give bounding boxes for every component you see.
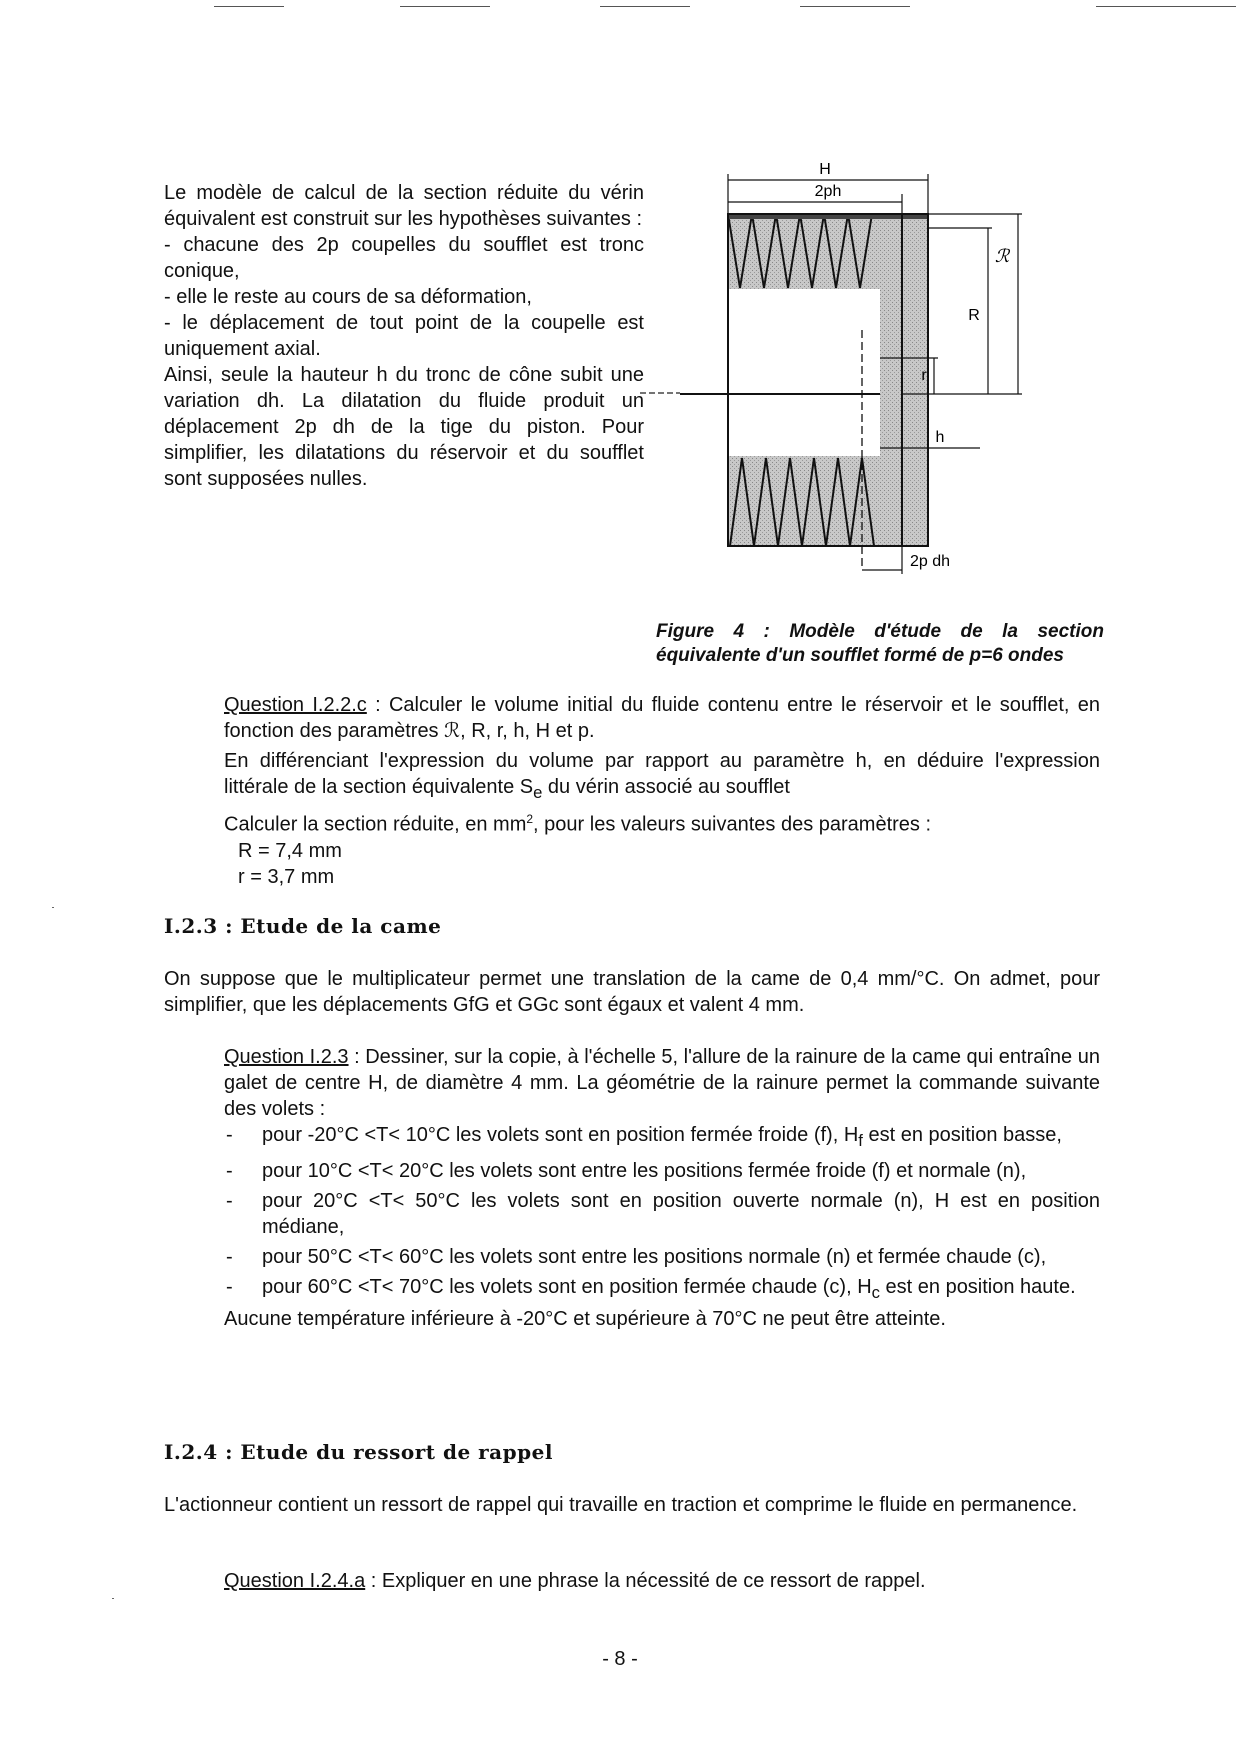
figure-bellows-diagram: [640, 150, 1100, 620]
question-paragraph: [224, 692, 1100, 744]
paragraph: L'actionneur contient un ressort de rappel qui travaille en traction et comprime le fluide en permanence.: [164, 1494, 1078, 1516]
intro-text: [164, 180, 644, 492]
list-item: - pour 50°C <T< 60°C les volets sont entre les positions normale (n) et fermée chaude (c),: [224, 1244, 1100, 1270]
subscript: e: [533, 783, 543, 802]
scan-rule: [400, 6, 490, 7]
margin-mark: [112, 1598, 114, 1599]
label-H: H: [819, 161, 831, 178]
question-paragraph: [224, 748, 1100, 806]
label-h: h: [935, 429, 945, 446]
list-item: - pour 60°C <T< 70°C les volets sont en position fermée chaude (c), $H_c$ est en position haute.: [224, 1274, 1100, 1306]
superscript: 2: [526, 812, 534, 826]
margin-mark: [52, 907, 54, 908]
question-paragraph: [224, 806, 1100, 838]
label-2pdh: 2p dh: [909, 553, 951, 570]
paragraph: On suppose que le multiplicateur permet une translation de la came de 0,4 mm/°C. On admet, pour simplifier, que les déplacements GfG et GGc sont égaux et valent 4 mm.: [164, 968, 1100, 1016]
list-item: - pour -20°C <T< 10°C les volets sont en position fermée froide (f), $H_f$ est en position basse,: [224, 1122, 1100, 1154]
scan-rule: [1096, 6, 1236, 7]
list-item: - pour 20°C <T< 50°C les volets sont en position ouverte normale (n), H est en position médiane,: [224, 1188, 1100, 1240]
question-paragraph: [224, 1044, 1100, 1122]
label-2ph: 2ph: [814, 183, 842, 200]
question-block-I-2-2-c: [224, 692, 1100, 890]
section-heading-I-2-4: I.2.4 : Etude du ressort de rappel: [164, 1440, 553, 1464]
scan-rule: [214, 6, 284, 7]
param-value: r = 3,7 mm: [238, 865, 335, 888]
label-R: R: [968, 307, 980, 324]
question-label: Question I.2.3: [224, 1046, 349, 1068]
question-label: Question I.2.2.c: [224, 694, 367, 716]
list-item: - pour 10°C <T< 20°C les volets sont entre les positions fermée froide (f) et normale (n),: [224, 1158, 1100, 1184]
intro-line: Ainsi, seule la hauteur h du tronc de cône subit une variation dh. La dilatation du fluide produit un déplacement 2p dh de la tige du piston. Pour simplifier, les dilatations du réservoir et du soufflet sont supposées nulles.: [164, 364, 644, 490]
section-text-I-2-3: [164, 966, 1100, 1018]
intro-line: - elle le reste au cours de sa déformation,: [164, 286, 532, 308]
section-text-I-2-4: [164, 1492, 1100, 1518]
question-block-I-2-3: [224, 1044, 1100, 1332]
scan-rule: [600, 6, 690, 7]
intro-line: - le déplacement de tout point de la coupelle est uniquement axial.: [164, 312, 644, 360]
question-text: : Expliquer en une phrase la nécessité de ce ressort de rappel.: [365, 1570, 926, 1592]
figure-caption: Figure 4 : Modèle d'étude de la section équivalente d'un soufflet formé de p=6 ondes: [656, 621, 1104, 666]
scan-rule: [800, 6, 910, 7]
question-closing: Aucune température inférieure à -20°C et supérieure à 70°C ne peut être atteinte.: [224, 1308, 946, 1330]
question-paragraph: [224, 1568, 1100, 1594]
intro-line: - chacune des 2p coupelles du soufflet est tronc conique,: [164, 234, 644, 282]
question-block-I-2-4-a: [224, 1568, 1100, 1594]
piston-lower-fill: [880, 394, 928, 546]
page-number: - 8 -: [602, 1648, 638, 1670]
question-text: du vérin associé au soufflet: [542, 776, 790, 798]
question-label: Question I.2.4.a: [224, 1570, 366, 1592]
temperature-list: [224, 1122, 1100, 1306]
param-value: R = 7,4 mm: [238, 839, 342, 862]
question-text: Calculer la section réduite, en mm: [224, 813, 527, 836]
question-text: : Calculer le volume initial du fluide contenu entre le réservoir et le soufflet, en fonction des paramètres ℛ, R, r, h, H et p.: [224, 694, 1100, 742]
section-heading-I-2-3: I.2.3 : Etude de la came: [164, 914, 442, 938]
intro-line: Le modèle de calcul de la section réduite du vérin équivalent est construit sur les hypothèses suivantes :: [164, 182, 644, 230]
question-text: , pour les valeurs suivantes des paramètres :: [533, 813, 932, 836]
label-r: r: [921, 367, 927, 384]
question-text: En différenciant l'expression du volume par rapport au paramètre h, en déduire l'expression littérale de la section équivalente S: [224, 750, 1100, 798]
bellows-svg: [640, 150, 1100, 620]
label-R-script: ℛ: [994, 246, 1010, 267]
question-text: : Dessiner, sur la copie, à l'échelle 5, l'allure de la rainure de la came qui entraîne un galet de centre H, de diamètre 4 mm. La géométrie de la rainure permet la commande suivante des volets :: [224, 1046, 1100, 1120]
